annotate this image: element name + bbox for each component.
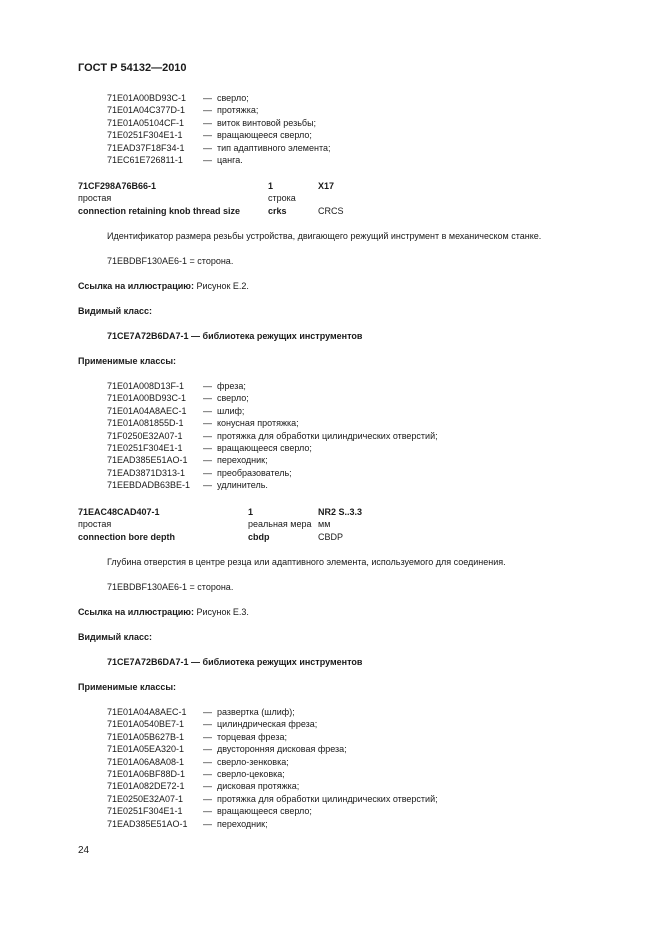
list-item: 71E01A008D13F-1 — фреза; bbox=[107, 381, 246, 391]
list-item: 71E01A082DE72-1 — дисковая протяжка; bbox=[107, 781, 300, 792]
page-header: ГОСТ Р 54132—2010 bbox=[78, 62, 187, 74]
applicable-classes-label: Применимые классы: bbox=[78, 356, 177, 366]
list-item: 71E0251F304E1-1 — вращающееся сверло; bbox=[107, 442, 312, 453]
list-item: 71E01A04C377D-1 — протяжка; bbox=[107, 105, 259, 116]
list-item: 71E01A081855D-1 — конусная протяжка; bbox=[107, 418, 299, 429]
list-item: 71E01A04A8AEC-1 — развертка (шлиф); bbox=[107, 707, 295, 717]
list-item: 71E01A00BD93C-1 — сверло; bbox=[107, 93, 249, 103]
list-item: 71E01A06A8A08-1 — сверло-зенковка; bbox=[107, 756, 289, 767]
list-item: 71E01A00BD93C-1 — сверло; bbox=[107, 393, 249, 404]
list-item: 71E01A0540BE7-1 — цилиндрическая фреза; bbox=[107, 719, 318, 730]
list-item: 71EAD37F18F34-1 — тип адаптивного элемента; bbox=[107, 142, 331, 153]
page-number: 24 bbox=[78, 845, 90, 856]
list-item: 71E01A05EA320-1 — двусторонняя дисковая фреза; bbox=[107, 744, 347, 755]
list-item: 71EEBDADB63BE-1 — удлинитель. bbox=[107, 480, 268, 491]
class-list-1 bbox=[107, 92, 331, 166]
list-item: 71E0251F304E1-1 — вращающееся сверло; bbox=[107, 806, 312, 817]
property-condition: 71EBDBF130AE6-1 = сторона. bbox=[107, 256, 234, 266]
list-item: 71E0250E32A07-1 — протяжка для обработки цилиндрических отверстий; bbox=[107, 793, 438, 804]
list-item: 71EAD3871D313-1 — преобразователь; bbox=[107, 467, 292, 478]
class-list-3 bbox=[107, 706, 438, 830]
property-definition: Глубина отверстия в центре резца или адаптивного элемента, используемого для соединения. bbox=[107, 557, 506, 567]
property-definition: Идентификатор размера резьбы устройства, двигающего режущий инструмент в механическом станке. bbox=[107, 231, 542, 241]
list-item: 71E01A06BF88D-1 — сверло-цековка; bbox=[107, 768, 285, 779]
list-item: 71E0251F304E1-1 — вращающееся сверло; bbox=[107, 130, 312, 141]
list-item: 71F0250E32A07-1 — протяжка для обработки цилиндрических отверстий; bbox=[107, 430, 438, 441]
list-item: 71EAD385E51AO-1 — переходник; bbox=[107, 455, 268, 466]
class-list-2 bbox=[107, 380, 438, 492]
list-item: 71E01A05B627B-1 — торцевая фреза; bbox=[107, 731, 288, 742]
visible-class-label: Видимый класс: bbox=[78, 632, 152, 642]
illustration-reference: Ссылка на иллюстрацию: Рисунок Е.2. bbox=[78, 281, 249, 291]
visible-class: 71CE7A72B6DA7-1 — библиотека режущих инструментов bbox=[107, 657, 363, 667]
visible-class-label: Видимый класс: bbox=[78, 306, 152, 316]
list-item: 71EAD385E51AO-1 — переходник; bbox=[107, 818, 268, 829]
list-item: 71EC61E726811-1 — цанга. bbox=[107, 154, 243, 165]
list-item: 71E01A04A8AEC-1 — шлиф; bbox=[107, 405, 245, 416]
visible-class: 71CE7A72B6DA7-1 — библиотека режущих инструментов bbox=[107, 331, 363, 341]
property-condition: 71EBDBF130AE6-1 = сторона. bbox=[107, 582, 234, 592]
list-item: 71E01A05104CF-1 — виток винтовой резьбы; bbox=[107, 117, 317, 128]
applicable-classes-label: Применимые классы: bbox=[78, 682, 177, 692]
illustration-reference: Ссылка на иллюстрацию: Рисунок Е.3. bbox=[78, 607, 249, 617]
